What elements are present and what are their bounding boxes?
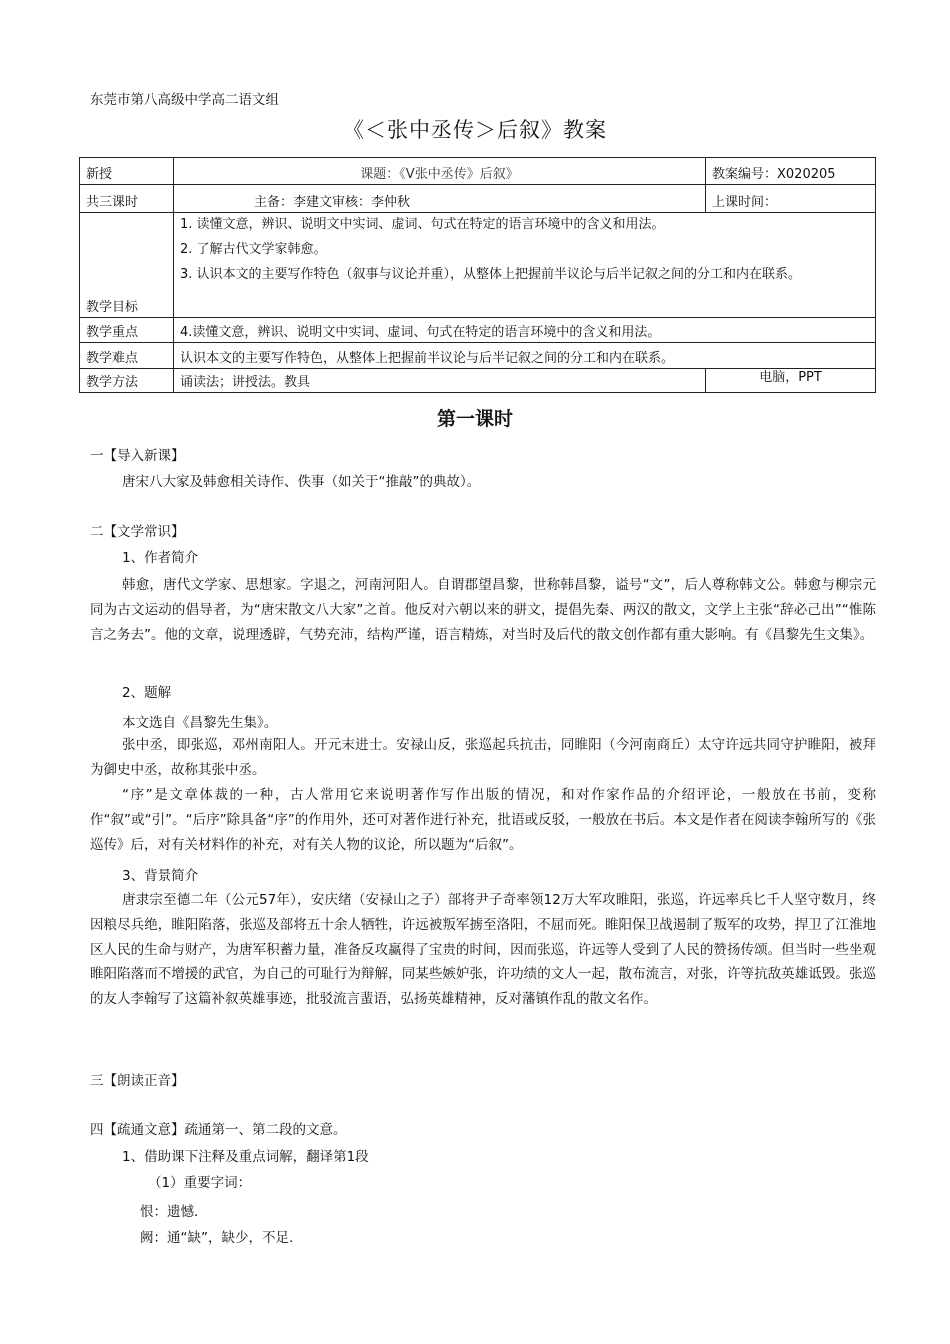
goals-cell bbox=[174, 213, 876, 318]
preparer-cell: 主备：李建文审核：李仲秋 bbox=[174, 185, 706, 213]
class-time-cell: 上课时间： bbox=[706, 185, 876, 213]
hours-cell: 共三课时 bbox=[80, 185, 174, 213]
type-cell: 新授 bbox=[80, 158, 174, 185]
method-label: 教学方法 bbox=[80, 369, 174, 393]
title-paragraph: 本文选自《昌黎先生集》。 bbox=[122, 715, 278, 731]
goal-item: 2. 了解古代文学家韩愈。 bbox=[180, 242, 327, 257]
subsection-heading: 1、作者简介 bbox=[122, 550, 199, 566]
topic-cell: 课题：《V张中丞传》后叙》 bbox=[174, 158, 706, 185]
vocab-item: 恨：遗憾. bbox=[140, 1204, 199, 1220]
author-paragraph: 韩愈，唐代文学家、思想家。字退之，河南河阳人。自谓郡望昌黎，世称韩昌黎，谥号“文”，后人尊称韩文公。韩愈与柳宗元同为古文运动的倡导者，为“唐宋散文八大家”之首。他反对六朝以来的骈文，提倡先秦、两汉的散文，文学上主张“辞必己出”“惟陈言之务去”。他的文章，说理透辟，气势充沛，结构严谨，语言精炼，对当时及后代的散文创作都有重大影响。有《昌黎先生文集》。 bbox=[90, 577, 876, 643]
tools-cell: 电脑，PPT bbox=[706, 369, 876, 393]
preface-paragraph: “序”是文章体裁的一种，古人常用它来说明著作写作出版的情况，和对作家作品的介绍评论，一般放在书前，变称作“叙”或“引”。“后序”除具备“序”的作用外，还可对著作进行补充，批语或反驳，一般放在书后。本文是作者在阅读李翰所写的《张巡传》后，对有关材料作的补充，对有关人物的议论，所以题为“后叙”。 bbox=[90, 787, 876, 853]
document-title: 《＜张中丞传＞后叙》教案 bbox=[343, 118, 607, 142]
difficulty-label: 教学难点 bbox=[80, 343, 174, 369]
subsection-heading: 2、题解 bbox=[122, 685, 172, 701]
goals-label: 教学目标 bbox=[80, 213, 174, 318]
intro-text: 唐宋八大家及韩愈相关诗作、佚事（如关于“推敲”的典故）。 bbox=[122, 474, 481, 490]
background-paragraph: 唐隶宗至德二年（公元57年），安庆绪（安禄山之子）部将尹子奇率领12万大军攻睢阳，张巡，许远率兵匕千人坚守数月，终因粮尽兵绝，睢阳陷落，张巡及部将五十余人牺牲，许远被叛军掳至洛阳，不屈而死。睢阳保卫战遏制了叛军的攻势，捍卫了江淮地区人民的生命与财产，为唐军积蓄力量，准备反攻赢得了宝贵的时间，因而张巡，许远等人受到了人民的赞扬传颂。但当时一些坐观睢阳陷落而不增援的武官，为自己的可耻行为辩解，同某些嫉妒张，许功绩的文人一起，散布流言，对张，许等抗敌英雄诋毁。张巡的友人李翰写了这篇补叙英雄事迹，批驳流言蜚语，弘扬英雄精神，反对藩镇作乱的散文名作。 bbox=[90, 892, 876, 1008]
code-cell: 教案编号：X020205 bbox=[706, 158, 876, 185]
vocab-item: 阙：通“缺”，缺少，不足. bbox=[140, 1230, 294, 1246]
lesson-title: 第一课时 bbox=[436, 408, 513, 430]
zhang-paragraph: 张中丞，即张巡，邓州南阳人。开元末进士。安禄山反，张巡起兵抗击，同睢阳（今河南商丘）太守许远共同守护睢阳，被拜为御史中丞，故称其张中丞。 bbox=[90, 737, 876, 778]
difficulty-cell: 认识本文的主要写作特色，从整体上把握前半议论与后半记叙之间的分工和内在联系。 bbox=[174, 343, 876, 369]
school-header: 东莞市第八高级中学高二语文组 bbox=[90, 92, 279, 108]
section-heading: 一【导入新课】 bbox=[90, 448, 185, 464]
subsection-heading: 1、借助课下注释及重点词解，翻译第1段 bbox=[122, 1149, 369, 1165]
goal-item: 3. 认识本文的主要写作特色（叙事与议论并重），从整体上把握前半议论与后半记叙之间的分工和内在联系。 bbox=[180, 267, 802, 282]
section-heading: 三【朗读正音】 bbox=[90, 1073, 185, 1089]
key-cell: 4.读懂文意，辨识、说明文中实词、虚词、句式在特定的语言环境中的含义和用法。 bbox=[174, 318, 876, 343]
key-label: 教学重点 bbox=[80, 318, 174, 343]
section-heading: 四【疏通文意】疏通第一、第二段的文意。 bbox=[90, 1122, 347, 1138]
section-heading: 二【文学常识】 bbox=[90, 524, 185, 540]
method-cell: 诵读法；讲授法。教具 bbox=[174, 369, 706, 393]
subsection-heading: 3、背景简介 bbox=[122, 868, 199, 884]
lesson-info-table bbox=[79, 157, 876, 393]
vocab-heading: （1）重要字词： bbox=[148, 1175, 252, 1191]
goal-item: 1. 读懂文意，辨识、说明文中实词、虚词、句式在特定的语言环境中的含义和用法。 bbox=[180, 217, 665, 232]
